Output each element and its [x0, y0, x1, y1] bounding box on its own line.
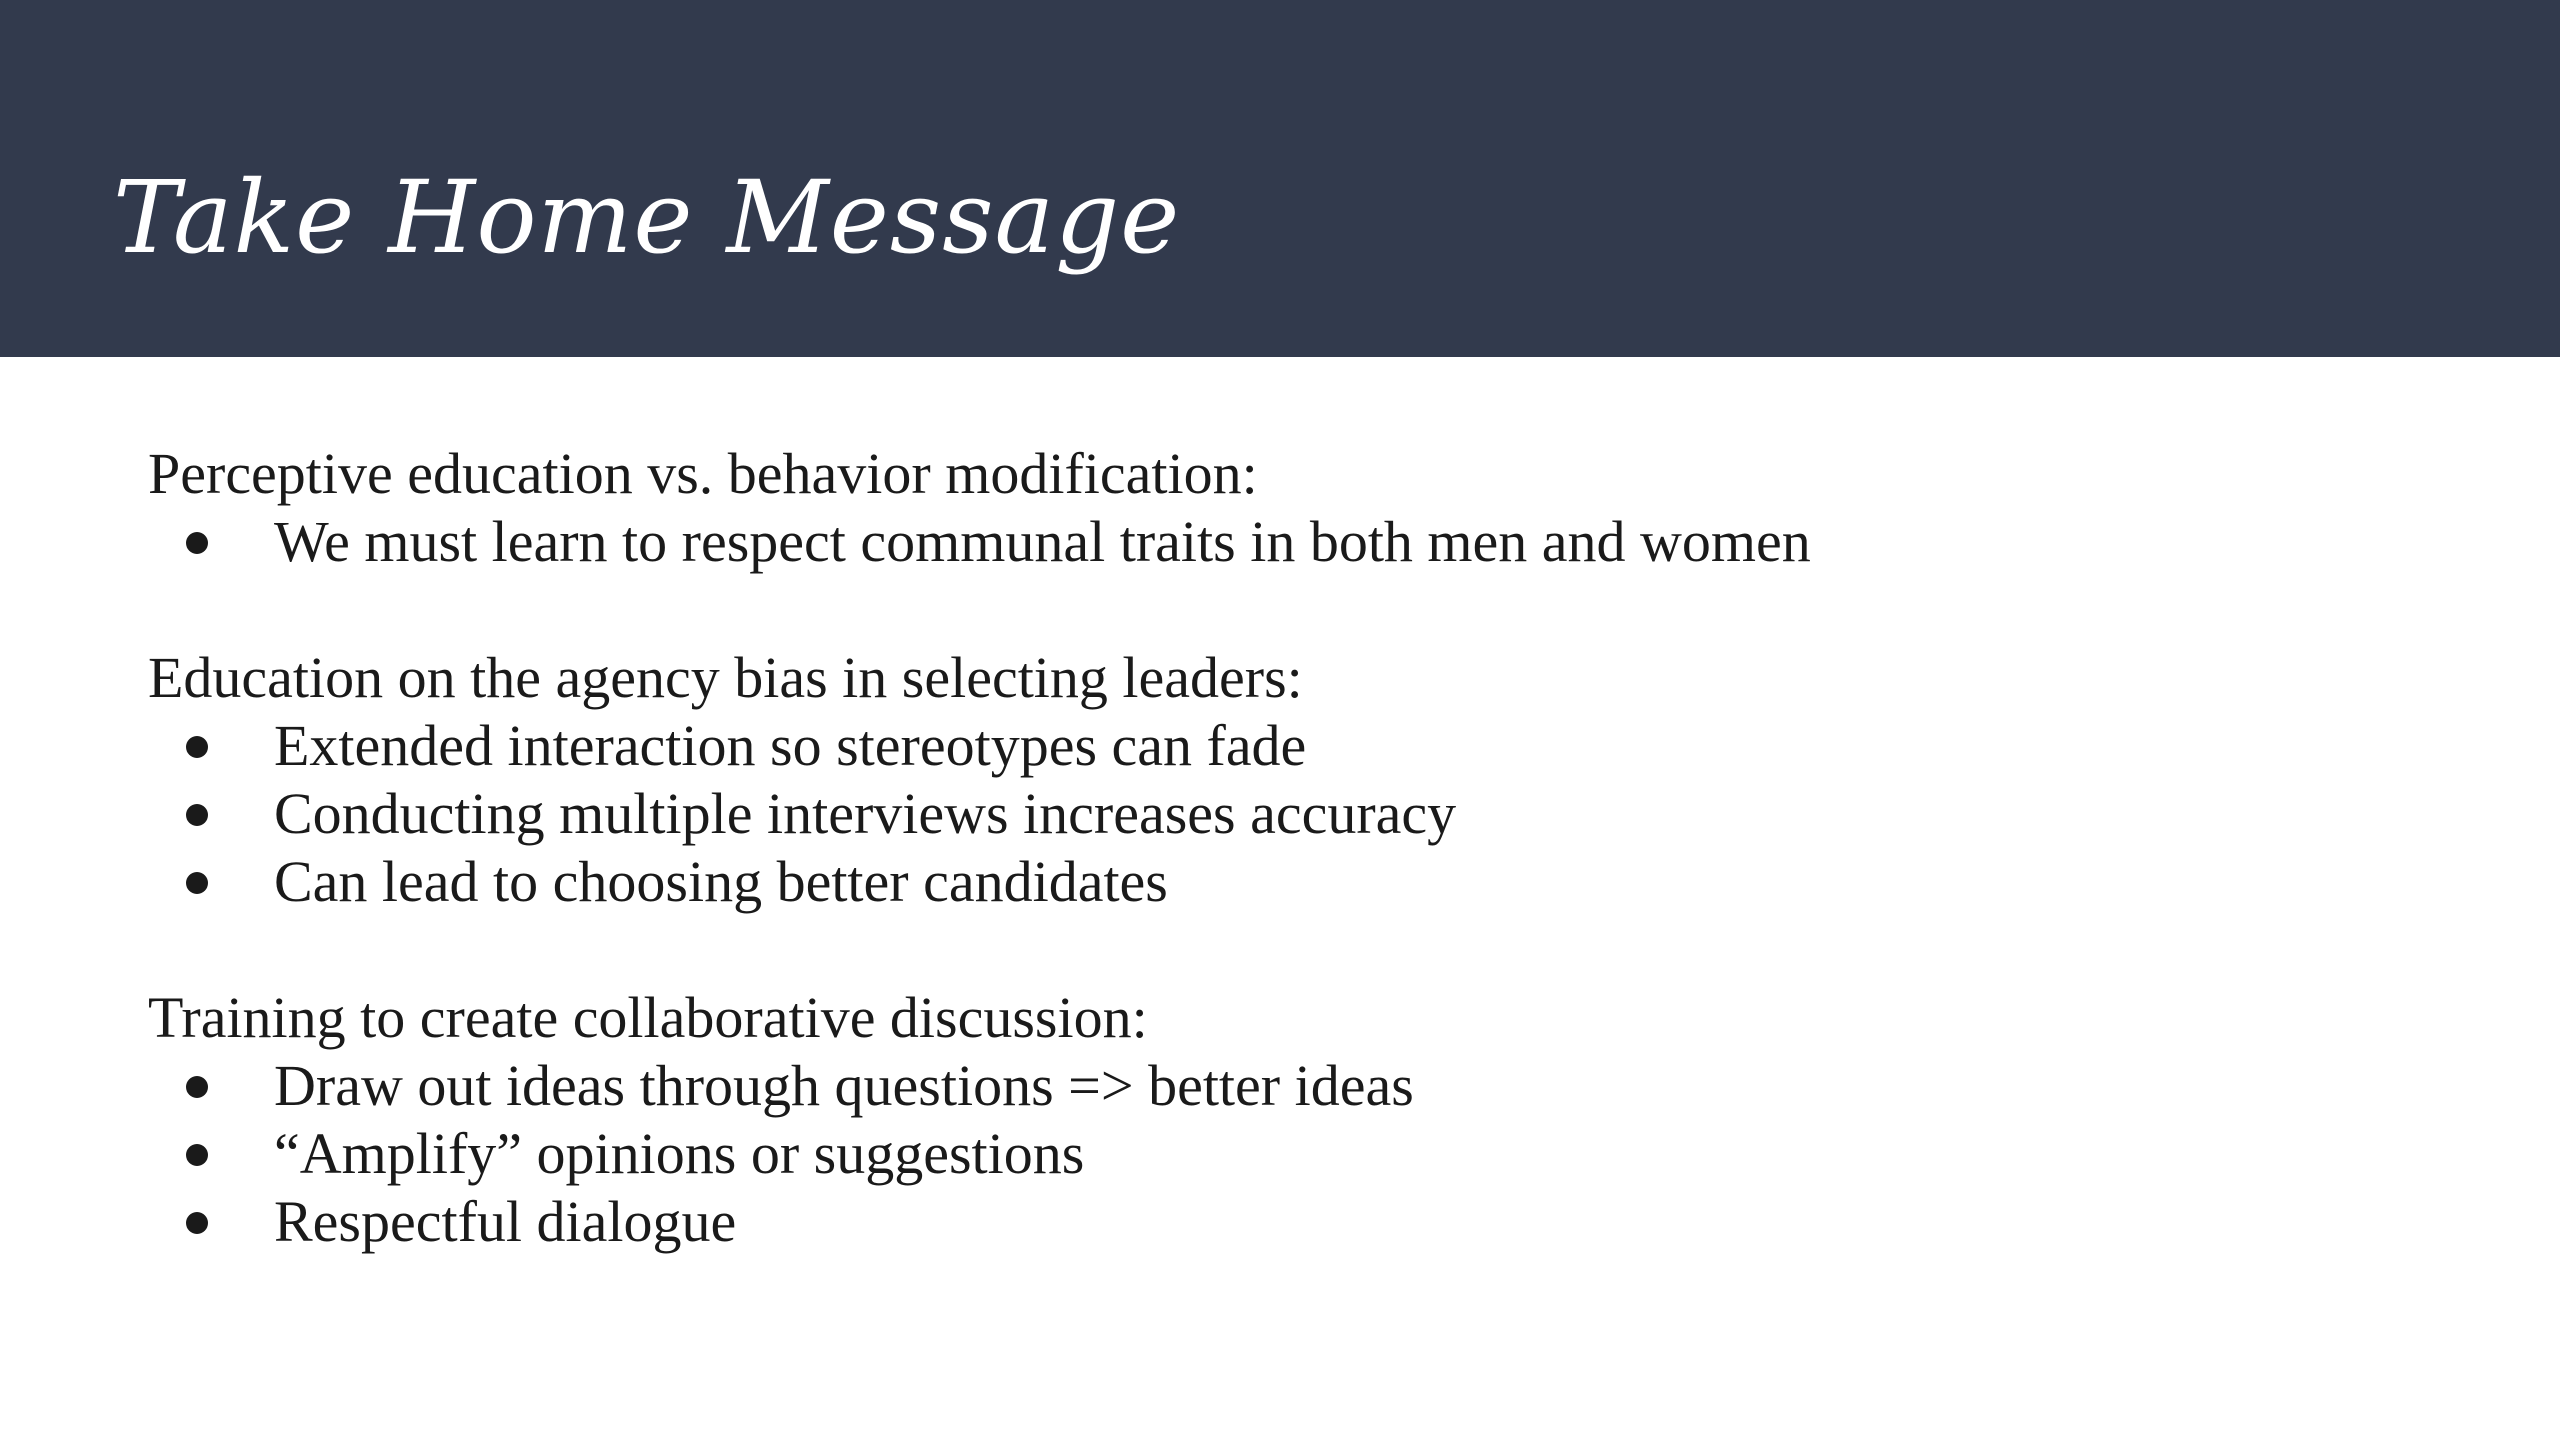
- bullet-text: Conducting multiple interviews increases accuracy: [274, 781, 1457, 846]
- bullet-text: Can lead to choosing better candidates: [274, 849, 1168, 914]
- bullet-list: [148, 712, 2448, 916]
- bullet-text: “Amplify” opinions or suggestions: [274, 1121, 1085, 1186]
- bullet-icon: [186, 804, 208, 826]
- bullet-list: [148, 1052, 2448, 1256]
- bullet-item: [148, 1120, 2448, 1188]
- bullet-item: [148, 1052, 2448, 1120]
- section-heading: Education on the agency bias in selecting leaders:: [148, 645, 1303, 710]
- bullet-item: [148, 848, 2448, 916]
- bullet-icon: [186, 1076, 208, 1098]
- bullet-text: Respectful dialogue: [274, 1189, 737, 1254]
- title-band: [0, 0, 2560, 357]
- bullet-icon: [186, 1212, 208, 1234]
- section-heading: Training to create collaborative discussion:: [148, 985, 1148, 1050]
- section-collaborative-discussion: [148, 984, 2448, 1256]
- bullet-icon: [186, 532, 208, 554]
- bullet-icon: [186, 872, 208, 894]
- section-agency-bias: [148, 644, 2448, 916]
- bullet-list: [148, 508, 2448, 576]
- bullet-item: [148, 1188, 2448, 1256]
- slide-body: [148, 440, 2448, 1324]
- bullet-icon: [186, 1144, 208, 1166]
- bullet-text: Extended interaction so stereotypes can fade: [274, 713, 1307, 778]
- bullet-item: [148, 508, 2448, 576]
- section-heading: Perceptive education vs. behavior modification:: [148, 441, 1258, 506]
- slide-title: Take Home Message: [113, 159, 1181, 276]
- bullet-text: Draw out ideas through questions => better ideas: [274, 1053, 1414, 1118]
- bullet-item: [148, 780, 2448, 848]
- bullet-item: [148, 712, 2448, 780]
- bullet-text: We must learn to respect communal traits in both men and women: [274, 509, 1811, 574]
- section-perceptive-education: [148, 440, 2448, 576]
- bullet-icon: [186, 736, 208, 758]
